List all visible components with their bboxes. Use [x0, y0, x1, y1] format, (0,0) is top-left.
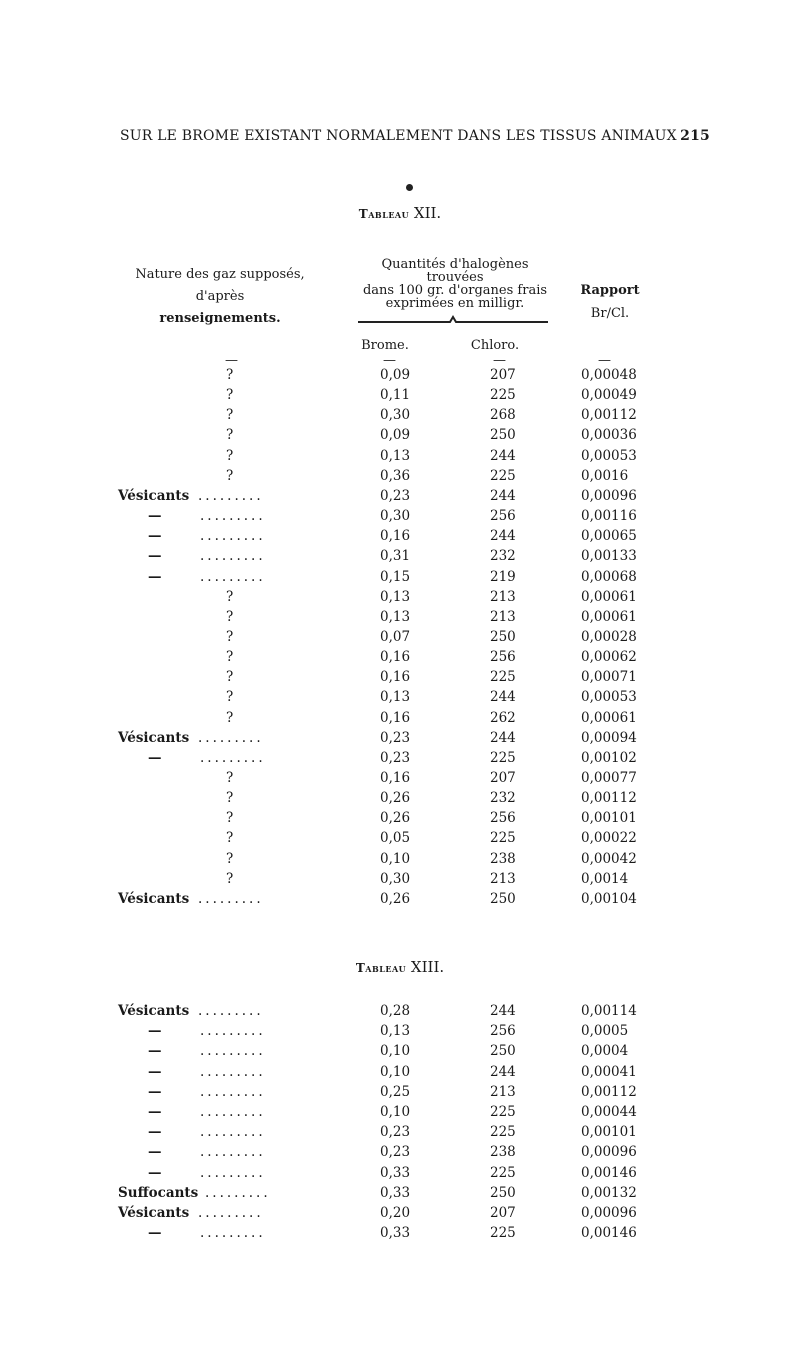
cell-brome: 0,33: [380, 1225, 411, 1242]
cell-rapport: 0,00042: [581, 850, 637, 867]
leader-dots: .........: [200, 508, 266, 525]
header-rapport-line2: Br/Cl.: [590, 306, 630, 321]
cell-chlore: 207: [490, 1205, 516, 1221]
table-row: [0, 689, 800, 709]
cell-brome: 0,23: [380, 1144, 411, 1161]
cell-brome: 0,13: [380, 1023, 411, 1040]
cell-rapport: 0,00096: [581, 1144, 637, 1161]
table-row: [0, 790, 800, 810]
cell-rapport: 0,00094: [581, 729, 637, 746]
cell-chlore: 256: [490, 649, 516, 666]
cell-brome: 0,15: [380, 568, 411, 585]
header-quantities: [340, 258, 570, 310]
leader-dots: .........: [200, 1104, 266, 1120]
cell-brome: 0,26: [380, 810, 411, 827]
cell-nature: ?: [226, 387, 234, 404]
cell-brome: 0,26: [380, 890, 411, 907]
cell-chlore: 244: [490, 528, 516, 545]
cell-brome: 0,09: [380, 427, 411, 444]
cell-brome: 0,31: [380, 548, 411, 565]
cell-brome: 0,11: [380, 387, 411, 404]
cell-chlore: 256: [490, 508, 516, 525]
cell-brome: 0,30: [380, 508, 411, 525]
table-row: [0, 1205, 800, 1225]
leader-dots: .........: [200, 1083, 266, 1100]
table-row: [0, 367, 800, 387]
cell-rapport: 0,0004: [581, 1043, 629, 1060]
cell-chlore: 207: [490, 367, 516, 383]
cell-chlore: 250: [490, 427, 516, 444]
cell-brome: 0,28: [380, 1003, 411, 1019]
cell-brome: 0,23: [380, 487, 411, 504]
cell-rapport: 0,00061: [581, 608, 637, 625]
cell-nature: —: [148, 749, 162, 766]
cell-chlore: 250: [490, 628, 516, 645]
cell-rapport: 0,00061: [581, 709, 637, 726]
header-dash-rapport: —: [598, 353, 611, 368]
table-row: [0, 427, 800, 447]
header-dash-chlore: —: [493, 353, 506, 368]
cell-nature: —: [148, 1063, 162, 1080]
cell-rapport: 0,00146: [581, 1225, 637, 1242]
cell-nature: ?: [226, 447, 234, 464]
cell-chlore: 250: [490, 1043, 516, 1060]
table-row: [0, 528, 800, 548]
cell-rapport: 0,00096: [581, 1205, 637, 1221]
cell-nature: Suffocants: [118, 1184, 199, 1201]
table-row: [0, 1104, 800, 1124]
cell-rapport: 0,00041: [581, 1063, 637, 1080]
cell-chlore: 225: [490, 467, 516, 484]
cell-nature: —: [148, 548, 162, 565]
table-row: [0, 387, 800, 407]
cell-chlore: 250: [490, 1184, 516, 1201]
header-quantities-line4: exprimées en milligr.: [385, 296, 525, 311]
cell-nature: —: [148, 1225, 162, 1242]
cell-brome: 0,09: [380, 367, 411, 383]
cell-brome: 0,16: [380, 528, 411, 545]
table-row: [0, 448, 800, 468]
cell-brome: 0,33: [380, 1184, 411, 1201]
cell-rapport: 0,00132: [581, 1184, 637, 1201]
cell-rapport: 0,00112: [581, 1083, 637, 1100]
cell-nature: Vésicants: [118, 729, 190, 746]
cell-brome: 0,10: [380, 1063, 411, 1080]
cell-nature: Vésicants: [118, 890, 190, 907]
table13-title-prefix: Tableau: [355, 961, 407, 975]
cell-rapport: 0,00114: [581, 1003, 637, 1019]
cell-rapport: 0,00101: [581, 1124, 637, 1141]
cell-nature: —: [148, 1083, 162, 1100]
cell-nature: ?: [226, 407, 234, 424]
table-row: [0, 851, 800, 871]
cell-nature: Vésicants: [118, 1003, 190, 1019]
table-row: [0, 830, 800, 850]
ink-dot: [406, 184, 413, 191]
cell-chlore: 213: [490, 608, 516, 625]
header-nature-line1: Nature des gaz supposés,: [135, 267, 305, 282]
table-row: [0, 710, 800, 730]
cell-chlore: 244: [490, 487, 516, 504]
table-row: [0, 810, 800, 830]
cell-rapport: 0,0014: [581, 870, 629, 887]
leader-dots: .........: [200, 528, 266, 545]
table-row: [0, 609, 800, 629]
table-row: [0, 669, 800, 689]
leader-dots: .........: [205, 1184, 271, 1201]
table12-title-prefix: Tableau: [358, 207, 410, 221]
leader-dots: .........: [198, 890, 264, 907]
cell-nature: ?: [226, 790, 234, 807]
cell-rapport: 0,00068: [581, 568, 637, 585]
header-nature-line3: renseignements.: [159, 311, 281, 326]
table-row: [0, 1064, 800, 1084]
cell-chlore: 225: [490, 830, 516, 847]
cell-chlore: 219: [490, 568, 516, 585]
cell-brome: 0,30: [380, 870, 411, 887]
cell-brome: 0,10: [380, 1043, 411, 1060]
cell-nature: ?: [226, 870, 234, 887]
table-row: [0, 488, 800, 508]
cell-brome: 0,23: [380, 1124, 411, 1141]
cell-chlore: 225: [490, 1124, 516, 1141]
header-dash-brome: —: [383, 353, 396, 368]
cell-nature: —: [148, 1104, 162, 1120]
cell-nature: ?: [226, 649, 234, 666]
header-nature-line2: d'après: [195, 289, 245, 304]
cell-brome: 0,13: [380, 689, 411, 706]
cell-chlore: 225: [490, 1225, 516, 1242]
header-quantities-line2: trouvées: [426, 270, 484, 285]
table-row: [0, 871, 800, 891]
cell-nature: ?: [226, 467, 234, 484]
cell-nature: —: [148, 508, 162, 525]
cell-brome: 0,13: [380, 447, 411, 464]
cell-chlore: 244: [490, 447, 516, 464]
leader-dots: .........: [200, 1063, 266, 1080]
cell-rapport: 0,00065: [581, 528, 637, 545]
cell-nature: ?: [226, 367, 234, 383]
cell-chlore: 225: [490, 1164, 516, 1181]
cell-nature: —: [148, 1164, 162, 1181]
cell-nature: —: [148, 1144, 162, 1161]
cell-rapport: 0,0005: [581, 1023, 629, 1040]
cell-brome: 0,23: [380, 749, 411, 766]
cell-brome: 0,16: [380, 649, 411, 666]
table13-title: [0, 958, 800, 976]
cell-chlore: 225: [490, 669, 516, 686]
leader-dots: .........: [198, 1205, 264, 1221]
cell-chlore: 213: [490, 588, 516, 605]
table-row: [0, 1225, 800, 1245]
cell-rapport: 0,00028: [581, 628, 637, 645]
cell-nature: —: [148, 1023, 162, 1040]
cell-chlore: 232: [490, 548, 516, 565]
table-row: [0, 569, 800, 589]
cell-rapport: 0,0016: [581, 467, 629, 484]
table-row: [0, 1165, 800, 1185]
cell-nature: ?: [226, 588, 234, 605]
header-chlore: Chloro.: [470, 338, 520, 353]
cell-brome: 0,16: [380, 770, 411, 786]
cell-brome: 0,10: [380, 850, 411, 867]
cell-chlore: 238: [490, 1144, 516, 1161]
cell-brome: 0,25: [380, 1083, 411, 1100]
cell-brome: 0,36: [380, 467, 411, 484]
cell-rapport: 0,00102: [581, 749, 637, 766]
leader-dots: .........: [200, 568, 266, 585]
leader-dots: .........: [200, 548, 266, 565]
cell-chlore: 256: [490, 810, 516, 827]
cell-rapport: 0,00053: [581, 447, 637, 464]
cell-chlore: 213: [490, 870, 516, 887]
cell-rapport: 0,00044: [581, 1104, 637, 1120]
cell-chlore: 238: [490, 850, 516, 867]
cell-nature: ?: [226, 689, 234, 706]
leader-dots: .........: [198, 729, 264, 746]
cell-nature: ?: [226, 608, 234, 625]
leader-dots: .........: [200, 1023, 266, 1040]
header-dash-nature: —: [225, 353, 238, 368]
cell-nature: ?: [226, 628, 234, 645]
leader-dots: .........: [200, 749, 266, 766]
table-row: [0, 1043, 800, 1063]
cell-nature: ?: [226, 770, 234, 786]
cell-rapport: 0,00116: [581, 508, 637, 525]
cell-chlore: 207: [490, 770, 516, 786]
cell-rapport: 0,00112: [581, 790, 637, 807]
cell-rapport: 0,00133: [581, 548, 637, 565]
leader-dots: .........: [200, 1164, 266, 1181]
cell-chlore: 213: [490, 1083, 516, 1100]
cell-brome: 0,07: [380, 628, 411, 645]
cell-chlore: 232: [490, 790, 516, 807]
cell-nature: —: [148, 1124, 162, 1141]
header-nature: [100, 268, 340, 325]
cell-chlore: 244: [490, 1063, 516, 1080]
header-rapport-line1: Rapport: [580, 283, 640, 298]
cell-rapport: 0,00104: [581, 890, 637, 907]
cell-rapport: 0,00022: [581, 830, 637, 847]
page-number: 215: [680, 128, 710, 144]
cell-rapport: 0,00071: [581, 669, 637, 686]
cell-brome: 0,10: [380, 1104, 411, 1120]
cell-rapport: 0,00061: [581, 588, 637, 605]
cell-chlore: 256: [490, 1023, 516, 1040]
cell-nature: Vésicants: [118, 1205, 190, 1221]
table-row: [0, 1185, 800, 1205]
cell-chlore: 244: [490, 729, 516, 746]
cell-rapport: 0,00053: [581, 689, 637, 706]
cell-nature: ?: [226, 810, 234, 827]
table-row: [0, 508, 800, 528]
table-row: [0, 649, 800, 669]
cell-brome: 0,13: [380, 608, 411, 625]
table-row: [0, 407, 800, 427]
leader-dots: .........: [200, 1225, 266, 1242]
cell-chlore: 262: [490, 709, 516, 726]
table12-title: [0, 204, 800, 222]
cell-nature: —: [148, 568, 162, 585]
cell-brome: 0,30: [380, 407, 411, 424]
table-row: [0, 891, 800, 911]
cell-brome: 0,33: [380, 1164, 411, 1181]
cell-nature: Vésicants: [118, 487, 190, 504]
table-row: [0, 548, 800, 568]
cell-chlore: 225: [490, 387, 516, 404]
header-rapport: [560, 284, 660, 320]
table-row: [0, 1124, 800, 1144]
header-brome: Brome.: [361, 338, 409, 353]
cell-rapport: 0,00096: [581, 487, 637, 504]
cell-chlore: 268: [490, 407, 516, 424]
cell-brome: 0,16: [380, 709, 411, 726]
cell-brome: 0,20: [380, 1205, 411, 1221]
cell-rapport: 0,00036: [581, 427, 637, 444]
cell-rapport: 0,00077: [581, 770, 637, 786]
leader-dots: .........: [198, 1003, 264, 1019]
cell-brome: 0,16: [380, 669, 411, 686]
table-row: [0, 1144, 800, 1164]
header-quantities-line3: dans 100 gr. d'organes frais: [362, 283, 548, 298]
cell-rapport: 0,00101: [581, 810, 637, 827]
table-row: [0, 730, 800, 750]
table-row: [0, 629, 800, 649]
table-row: [0, 1023, 800, 1043]
cell-brome: 0,05: [380, 830, 411, 847]
leader-dots: .........: [200, 1124, 266, 1141]
table13-title-number: XIII.: [410, 958, 445, 976]
cell-nature: ?: [226, 427, 234, 444]
cell-chlore: 225: [490, 1104, 516, 1120]
table-row: [0, 1084, 800, 1104]
table-row: [0, 1003, 800, 1023]
table-row: [0, 770, 800, 790]
table-row: [0, 589, 800, 609]
table-row: [0, 750, 800, 770]
cell-nature: ?: [226, 850, 234, 867]
cell-nature: —: [148, 528, 162, 545]
header-quantities-line1: Quantités d'halogènes: [381, 257, 529, 272]
cell-nature: —: [148, 1043, 162, 1060]
leader-dots: .........: [200, 1043, 266, 1060]
cell-brome: 0,26: [380, 790, 411, 807]
cell-nature: ?: [226, 709, 234, 726]
cell-rapport: 0,00049: [581, 387, 637, 404]
cell-chlore: 244: [490, 1003, 516, 1019]
cell-chlore: 225: [490, 749, 516, 766]
cell-rapport: 0,00146: [581, 1164, 637, 1181]
cell-nature: ?: [226, 669, 234, 686]
cell-brome: 0,13: [380, 588, 411, 605]
leader-dots: .........: [198, 487, 264, 504]
cell-rapport: 0,00048: [581, 367, 637, 383]
cell-brome: 0,23: [380, 729, 411, 746]
running-title: SUR LE BROME EXISTANT NORMALEMENT DANS LES TISSUS ANIMAUX: [120, 128, 677, 144]
table12-title-number: XII.: [413, 204, 442, 222]
cell-nature: ?: [226, 830, 234, 847]
table-row: [0, 468, 800, 488]
leader-dots: .........: [200, 1144, 266, 1161]
cell-chlore: 244: [490, 689, 516, 706]
cell-chlore: 250: [490, 890, 516, 907]
cell-rapport: 0,00062: [581, 649, 637, 666]
brace-rule: [356, 314, 550, 326]
cell-rapport: 0,00112: [581, 407, 637, 424]
